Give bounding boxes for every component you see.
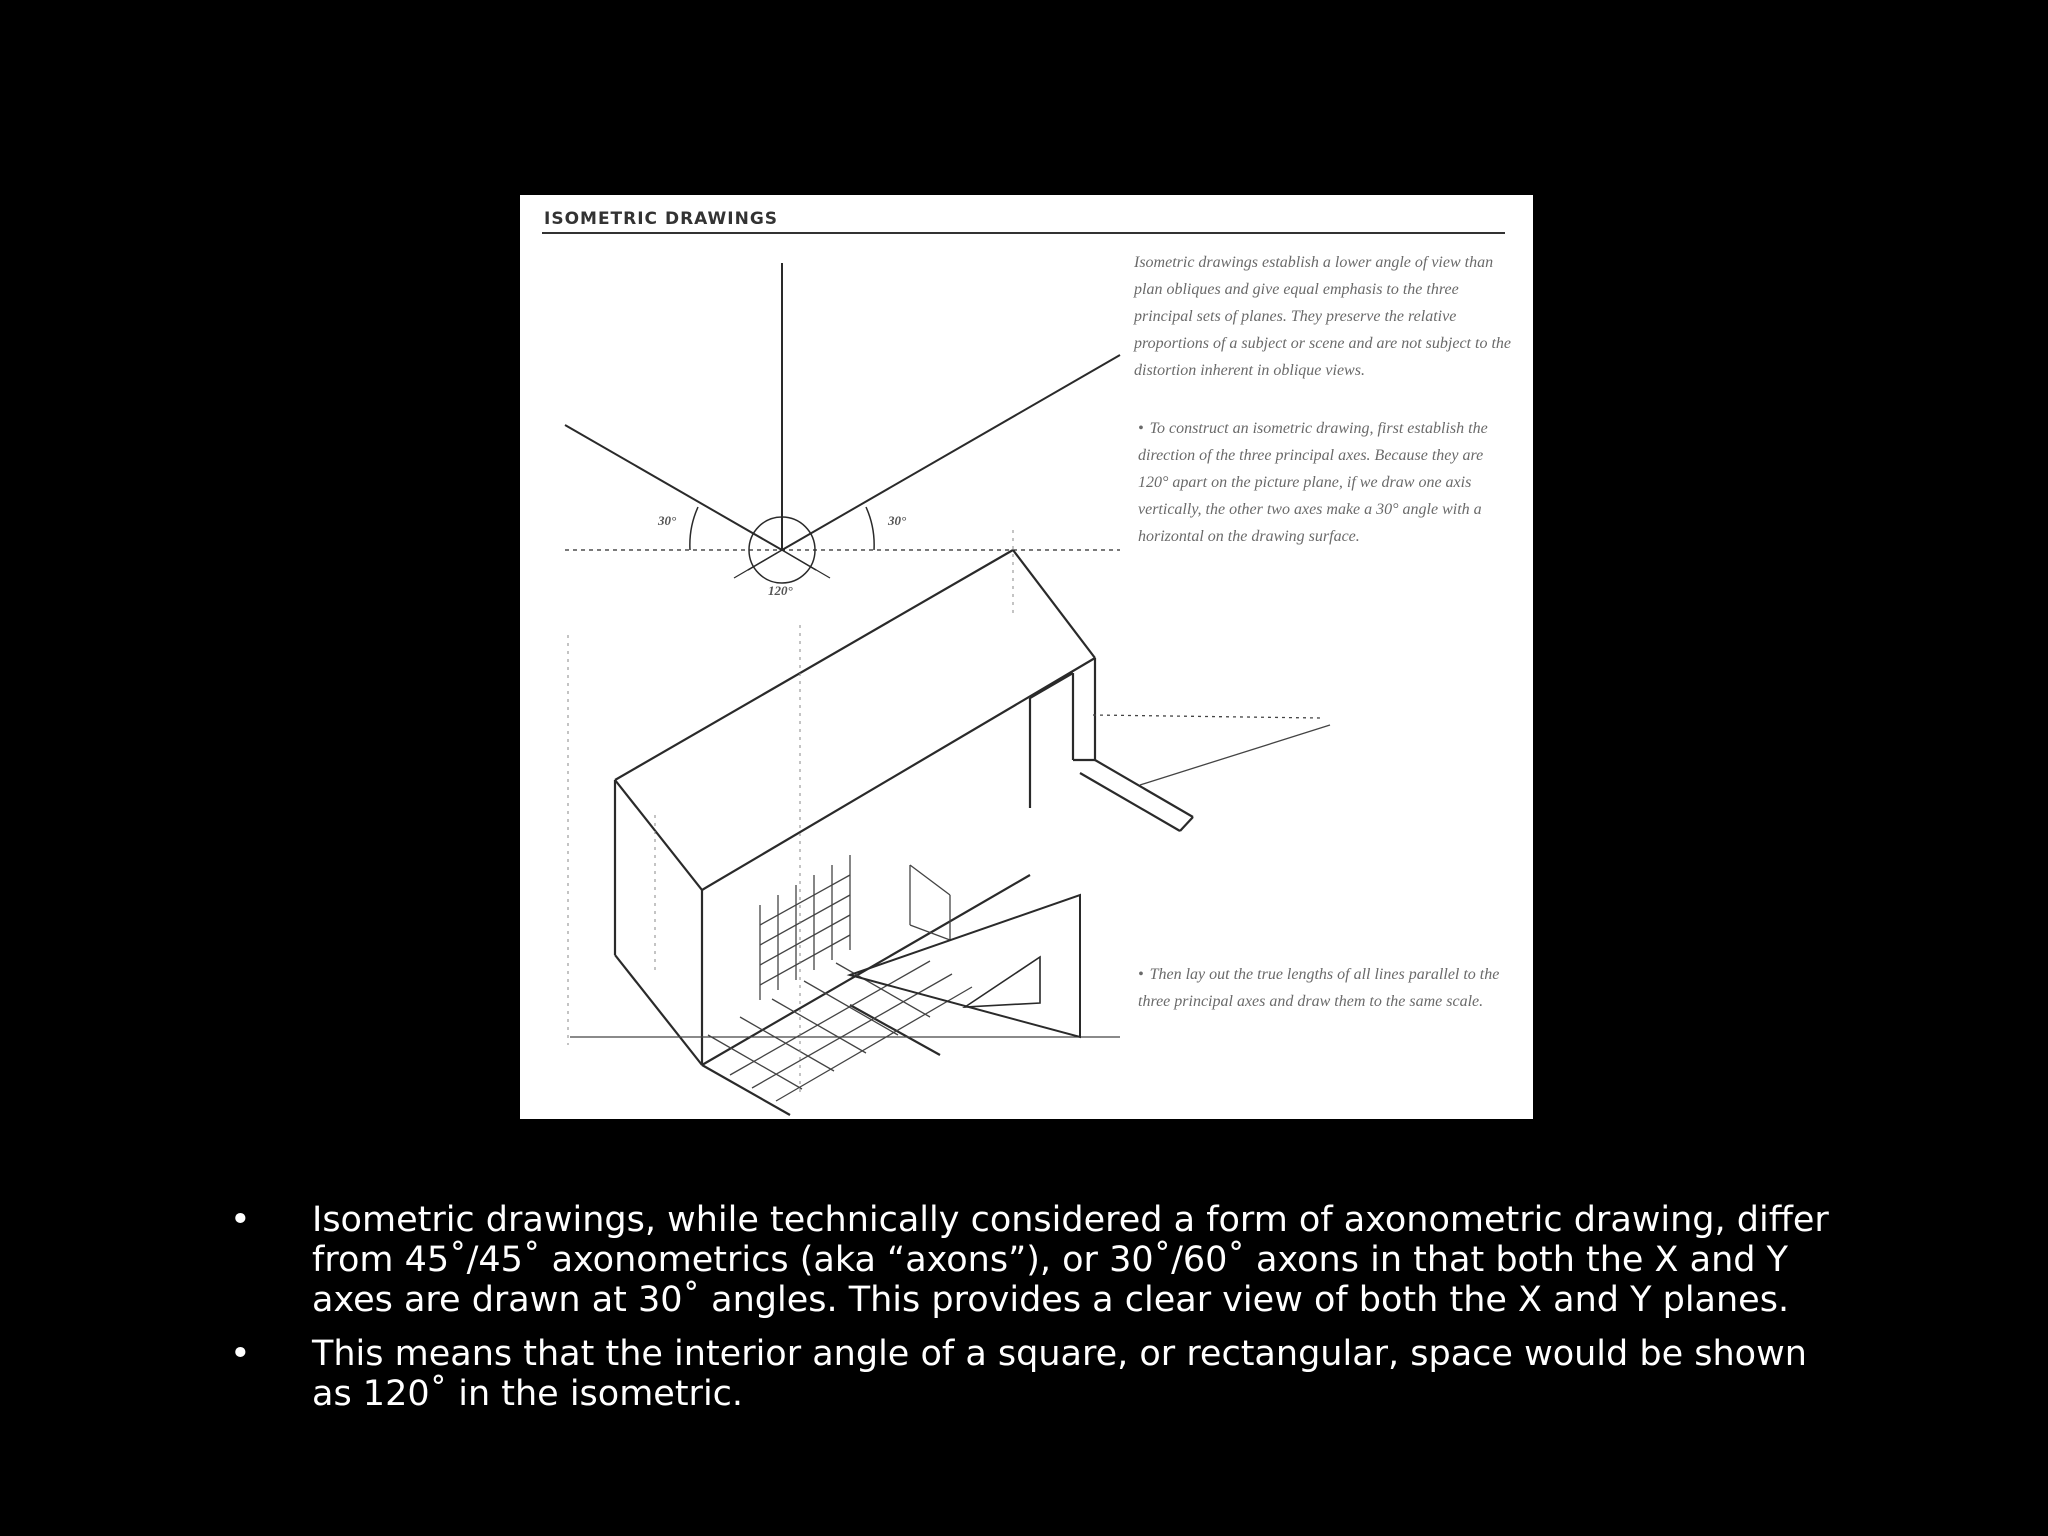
bullet-point: •: [230, 1200, 251, 1240]
angle-label-left: 30°: [658, 513, 677, 528]
caption-item: [230, 1200, 1830, 1320]
figure-title: ISOMETRIC DRAWINGS: [544, 209, 779, 229]
figure-bullet-3: [1138, 961, 1514, 1015]
caption-text: This means that the interior angle of a square, or rectangular, space would be shown as 120˚ in the isometric.: [312, 1334, 1807, 1414]
isometric-building: [615, 550, 1193, 1115]
angle-arc-right: [866, 507, 874, 550]
figure-paragraph-1: Isometric drawings establish a lower angle of view than plan obliques and give equal emphasis to the three principal sets of planes. They preserve the relative proportions of a subject or scene and are not subject to the distortion inherent in oblique views.: [1134, 254, 1511, 379]
axes-construction: [565, 263, 1120, 583]
angle-label-bottom: 120°: [768, 583, 793, 598]
right-axis: [782, 355, 1120, 550]
caption-item: [230, 1334, 1830, 1414]
drafting-triangle: [850, 895, 1080, 1037]
caption-text: Isometric drawings, while technically considered a form of axonometric drawing, differ from 45˚/45˚ axonometrics (aka “axons”), or 30˚/60˚ axons in that both the X and Y axes are drawn at 30˚ angles. This provides a clear view of both the X and Y planes.: [312, 1200, 1829, 1320]
caption-list: [230, 1200, 1830, 1428]
figure-bullet-2-text: To construct an isometric drawing, first establish the direction of the three principal axes. Because they are 120° apart on the picture plane, if we draw one axis vertically, the other two axes make a 30° angle with a horizontal on the drawing surface.: [1138, 420, 1488, 545]
figure-bullet-2: [1138, 415, 1514, 550]
isometric-figure: [520, 195, 1533, 1119]
figure-bullet-mark: •: [1138, 420, 1144, 437]
left-axis: [565, 425, 782, 550]
bullet-point: •: [230, 1334, 251, 1374]
angle-arc-left: [690, 507, 698, 550]
angle-label-right: 30°: [888, 513, 907, 528]
figure-bullet-mark: •: [1138, 966, 1144, 983]
figure-bullet-3-text: Then lay out the true lengths of all lines parallel to the three principal axes and draw them to the same scale.: [1138, 966, 1500, 1010]
